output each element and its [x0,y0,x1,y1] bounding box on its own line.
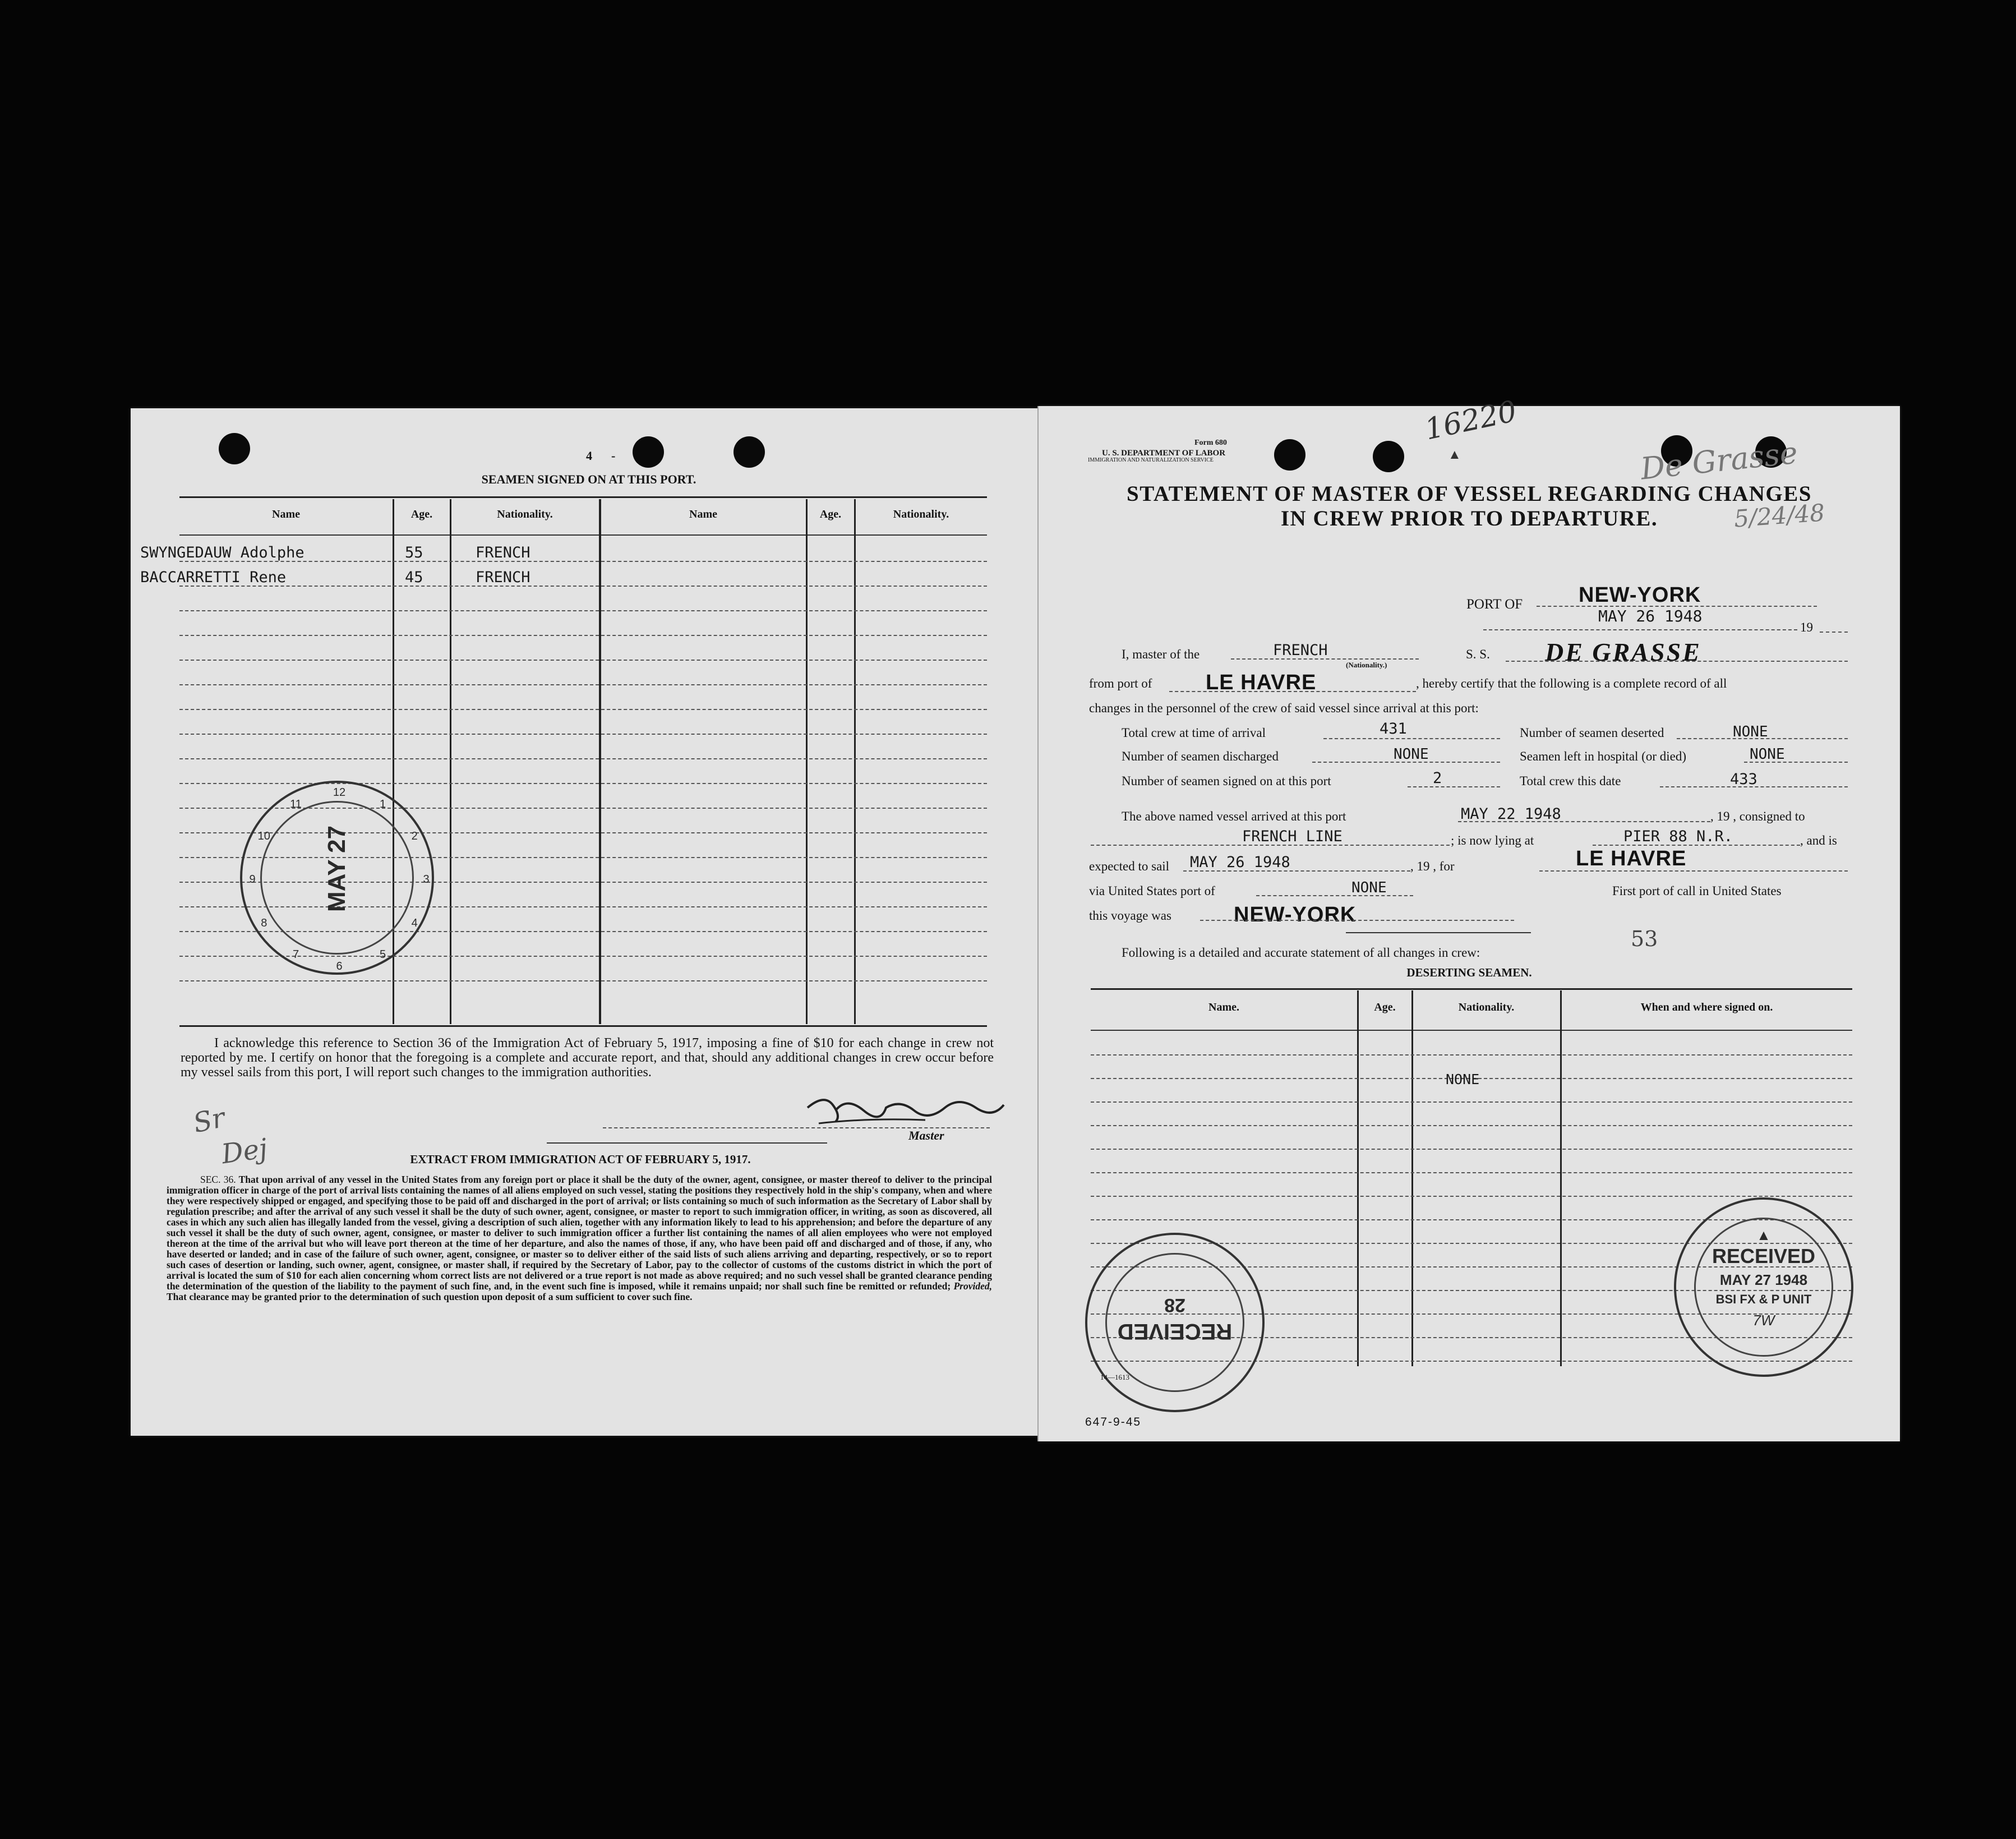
field-line [1539,870,1848,872]
table-row-line [1091,1196,1852,1197]
table-row-line [179,610,987,611]
stamp-digit: 6 [336,960,343,972]
changes-text: changes in the personnel of the crew of said vessel since arrival at this port: [1089,701,1479,715]
form-title-line2: IN CREW PRIOR TO DEPARTURE. [1280,506,1658,531]
table-row-age: 55 [405,544,423,561]
nationality-value: FRENCH [1273,642,1328,659]
table-row-line [179,709,987,710]
col-header-name: Name [272,508,300,520]
hospital-label: Seamen left in hospital (or died) [1520,749,1687,763]
col-header-nationality: Nationality. [1458,1001,1515,1013]
arrow-up-icon: ▲ [1756,1227,1771,1243]
total-crew-arrival-label: Total crew at time of arrival [1122,726,1266,740]
stamp-digit: 3 [423,873,430,886]
punch-hole [219,433,250,464]
handwritten-vessel-note: De Grasse [1639,435,1800,487]
field-line [1256,895,1413,896]
total-crew-date-value: 433 [1730,771,1757,788]
table-row-line [179,635,987,636]
deserting-heading: DESERTING SEAMEN. [1406,966,1532,979]
table-row-name: SWYNGEDAUW Adolphe [140,544,305,561]
table-row-line [1091,1125,1852,1126]
master-of-label: I, master of the [1122,647,1200,661]
sail-date-value: MAY 26 1948 [1190,854,1290,871]
handwritten-number: 53 [1631,927,1658,951]
following-label: Following is a detailed and accurate statement of all changes in crew: [1122,946,1480,960]
table-row-line [1091,1101,1852,1103]
table-row-line [179,783,987,784]
arrived-date-value: MAY 22 1948 [1461,805,1561,823]
stamp-digit: 2 [411,829,418,842]
table-row-line [179,758,987,759]
consigned-label: , 19 , consigned to [1710,809,1805,823]
column-divider [1411,990,1413,1366]
column-divider [599,499,601,1024]
field-line [1312,762,1500,763]
field-line [1744,762,1848,763]
from-port-value: LE HAVRE [1206,671,1317,694]
col-header-nationality-2: Nationality. [893,508,949,520]
field-line [1183,870,1410,872]
table-header-rule [1091,1030,1852,1031]
for-label: , 19 , for [1410,859,1455,873]
col-header-name: Name. [1208,1001,1239,1013]
date-value: MAY 26 1948 [1598,607,1703,625]
small-form-code: 14—1613 [1100,1373,1129,1381]
certify-text: , hereby certify that the following is a complete record of all [1416,676,1727,690]
stamp-digit: 1 [379,798,386,810]
seamen-deserted-label: Number of seamen deserted [1520,726,1664,740]
department-label: U. S. DEPARTMENT OF LABOR [1102,449,1226,458]
punch-hole [633,436,664,468]
table-row-line [1091,1172,1852,1173]
pier-value: PIER 88 N.R. [1623,828,1733,845]
page-number-dash: - [611,449,616,463]
column-divider [806,499,808,1024]
master-signature [802,1091,1009,1130]
col-header-name-2: Name [689,508,717,520]
year-prefix: 19 [1800,620,1813,634]
table-row-line [179,586,987,587]
vessel-line [1506,661,1848,662]
table-row-age: 45 [405,569,423,586]
stamp-digit: 9 [249,873,256,886]
port-value: NEW-YORK [1579,583,1701,607]
seamen-deserted-value: NONE [1733,723,1768,740]
field-line [1593,845,1800,846]
ss-label: S. S. [1466,647,1490,661]
field-line [1346,932,1531,933]
handwritten-date: 5/24/48 [1733,499,1826,533]
col-header-age: Age. [1374,1001,1396,1013]
page-number: 4 [586,449,592,463]
field-line [1660,786,1848,787]
handwritten-initials: Sr [190,1101,228,1140]
arrived-label: The above named vessel arrived at this port [1122,809,1346,823]
seamen-discharged-label: Number of seamen discharged [1122,749,1279,763]
table-bottom-rule [179,1025,987,1027]
expected-label: expected to sail [1089,859,1170,873]
extract-rule [547,1142,827,1144]
acknowledgement-text: I acknowledge this reference to Section 36 of the Immigration Act of February 5, 1917, imposing a fine of $10 for each change in crew not reported by me. I certify on honor that the foregoing is a complete and accurate report, and that, should any additional changes in crew occur before my vessel sails from this port, I will report such changes to the immigration authorities. [181,1036,994,1080]
first-call-value: NEW-YORK [1234,903,1357,927]
column-divider [1560,990,1562,1366]
stamp-digit: 12 [333,786,346,799]
stamp-digit: 7 [292,948,299,961]
table-header-rule [179,534,987,536]
form-title-line1: STATEMENT OF MASTER OF VESSEL REGARDING CHANGES [1127,482,1812,506]
voyage-label: this voyage was [1089,909,1171,923]
field-line [1677,738,1848,739]
year-line [1820,632,1848,633]
punch-hole [1373,441,1404,472]
extract-title: EXTRACT FROM IMMIGRATION ACT OF FEBRUARY 5, 1917. [410,1153,751,1166]
stamp-digit: 10 [257,829,270,842]
footer-form-code: 647-9-45 [1085,1416,1142,1428]
table-row-line [179,734,987,735]
field-line [1323,738,1500,739]
hospital-value: NONE [1750,746,1785,763]
nationality-line [1231,658,1419,660]
col-header-nationality: Nationality. [497,508,553,520]
received-stamp: MAY 27 12 1 2 3 4 5 6 7 8 9 10 11 [240,781,434,975]
from-port-line [1169,691,1416,692]
field-line [1408,786,1500,787]
received-stamp: RECEIVED 28 [1085,1233,1265,1412]
table-row-line [179,660,987,661]
table-row-line [1091,1054,1852,1056]
destination-value: LE HAVRE [1576,847,1687,870]
table-top-rule [1091,988,1852,990]
table-row-line [179,684,987,685]
table-row-nationality: FRENCH [476,544,530,561]
form-number: Form 680 [1194,439,1227,447]
vessel-name: DE GRASSE [1545,638,1701,666]
date-line [1483,629,1797,630]
signed-on-label: Number of seamen signed on at this port [1122,774,1331,788]
col-header-age: Age. [410,508,433,520]
punch-hole [733,436,765,468]
col-header-age-2: Age. [819,508,842,520]
total-crew-date-label: Total crew this date [1520,774,1621,788]
table-row-line [1091,1149,1852,1150]
lying-label: ; is now lying at [1451,833,1534,847]
caret-icon: ▲ [1448,448,1461,462]
stamp-digit: 4 [411,916,418,929]
field-line [1458,821,1710,822]
handwritten-initials: Dej [219,1132,270,1170]
from-port-label: from port of [1089,676,1152,690]
table-top-rule [179,496,987,498]
handwritten-file-number: 16220 [1422,394,1520,447]
nationality-caption: (Nationality.) [1346,661,1387,669]
column-divider [854,499,856,1024]
and-is-label: , and is [1800,833,1837,847]
stamp-digit: 11 [290,798,302,810]
stamp-digit: 5 [379,948,386,961]
via-label: via United States port of [1089,884,1215,898]
table-row-line [179,980,987,981]
table-row-name: BACCARRETTI Rene [140,569,287,586]
punch-hole [1274,439,1305,471]
field-line [1091,845,1450,846]
service-label: IMMIGRATION AND NATURALIZATION SERVICE [1088,457,1214,463]
port-of-label: PORT OF [1466,597,1523,612]
seamen-discharged-value: NONE [1394,746,1429,763]
col-header-signed-on: When and where signed on. [1640,1001,1773,1013]
master-label: Master [908,1128,944,1142]
field-line [1200,920,1514,921]
table-row-nationality: FRENCH [476,569,530,586]
total-crew-arrival-value: 431 [1380,720,1407,738]
first-call-label: First port of call in United States [1612,884,1782,898]
signed-on-value: 2 [1433,769,1442,787]
column-divider [450,499,451,1024]
received-stamp: ▲ RECEIVED MAY 27 1948 BSI FX & P UNIT 7W [1674,1197,1853,1377]
stamp-digit: 8 [261,916,267,929]
column-divider [1357,990,1359,1366]
extract-body: SEC. 36. That upon arrival of any vessel in the United States from any foreign port or place it shall be the duty of the owner, agent, consignee, or master thereof to deliver to the principal immigration officer in charge of the port of arrival lists containing the names of all aliens employed on such vessel, stating the positions they respectively hold in the ship's company, when and where they were respectively shipped or engaged, and specifying those to be paid off and discharged in the port of arrival; or lists containing so much of such information as the Secretary of Labor shall by regulation prescribe; and after the arrival of any such vessel it shall be the duty of such owner, agent, consignee, or master to report to such immigration officer, in writing, as soon as discovered, all cases in which any such alien has illegally landed from the vessel, giving a description of such alien, together with any information likely to lead to his apprehension; and before the departure of any such vessel it shall be the duty of such owner, agent, consignee, or master to deliver to such immigration officer a further list containing the names of all alien employees who were not employed thereon at the time of the arrival but who will leave port thereon at the time of her departure, and also the names of those, if any, who have been paid off and discharged and of those, if any, who have deserted or landed; and in case of the failure of such owner, agent, consignee, or master so to deliver either of the said lists of such aliens arriving and departing, respectively, or so to report such cases of desertion or landing, such owner, agent, consignee, or master shall, if required by the Secretary of Labor, pay to the collector of customs of the customs district in which the port of arrival is located the sum of $10 for each alien concerning whom correct lists are not delivered or a true report is not made as above required; and no such vessel shall be granted clearance pending the determination of the question of the liability to the payment of such fine, and, in the event such fine is imposed, while it remains unpaid; nor shall such fine be remitted or refunded; Provided, That clearance may be granted prior to the determination of such question upon deposit of a sum sufficient to cover such fine. [167,1174,992,1302]
signed-on-heading: SEAMEN SIGNED ON AT THIS PORT. [481,472,696,486]
consignee-value: FRENCH LINE [1242,828,1343,845]
deserting-entry: NONE [1446,1071,1480,1087]
via-port-value: NONE [1351,879,1387,896]
